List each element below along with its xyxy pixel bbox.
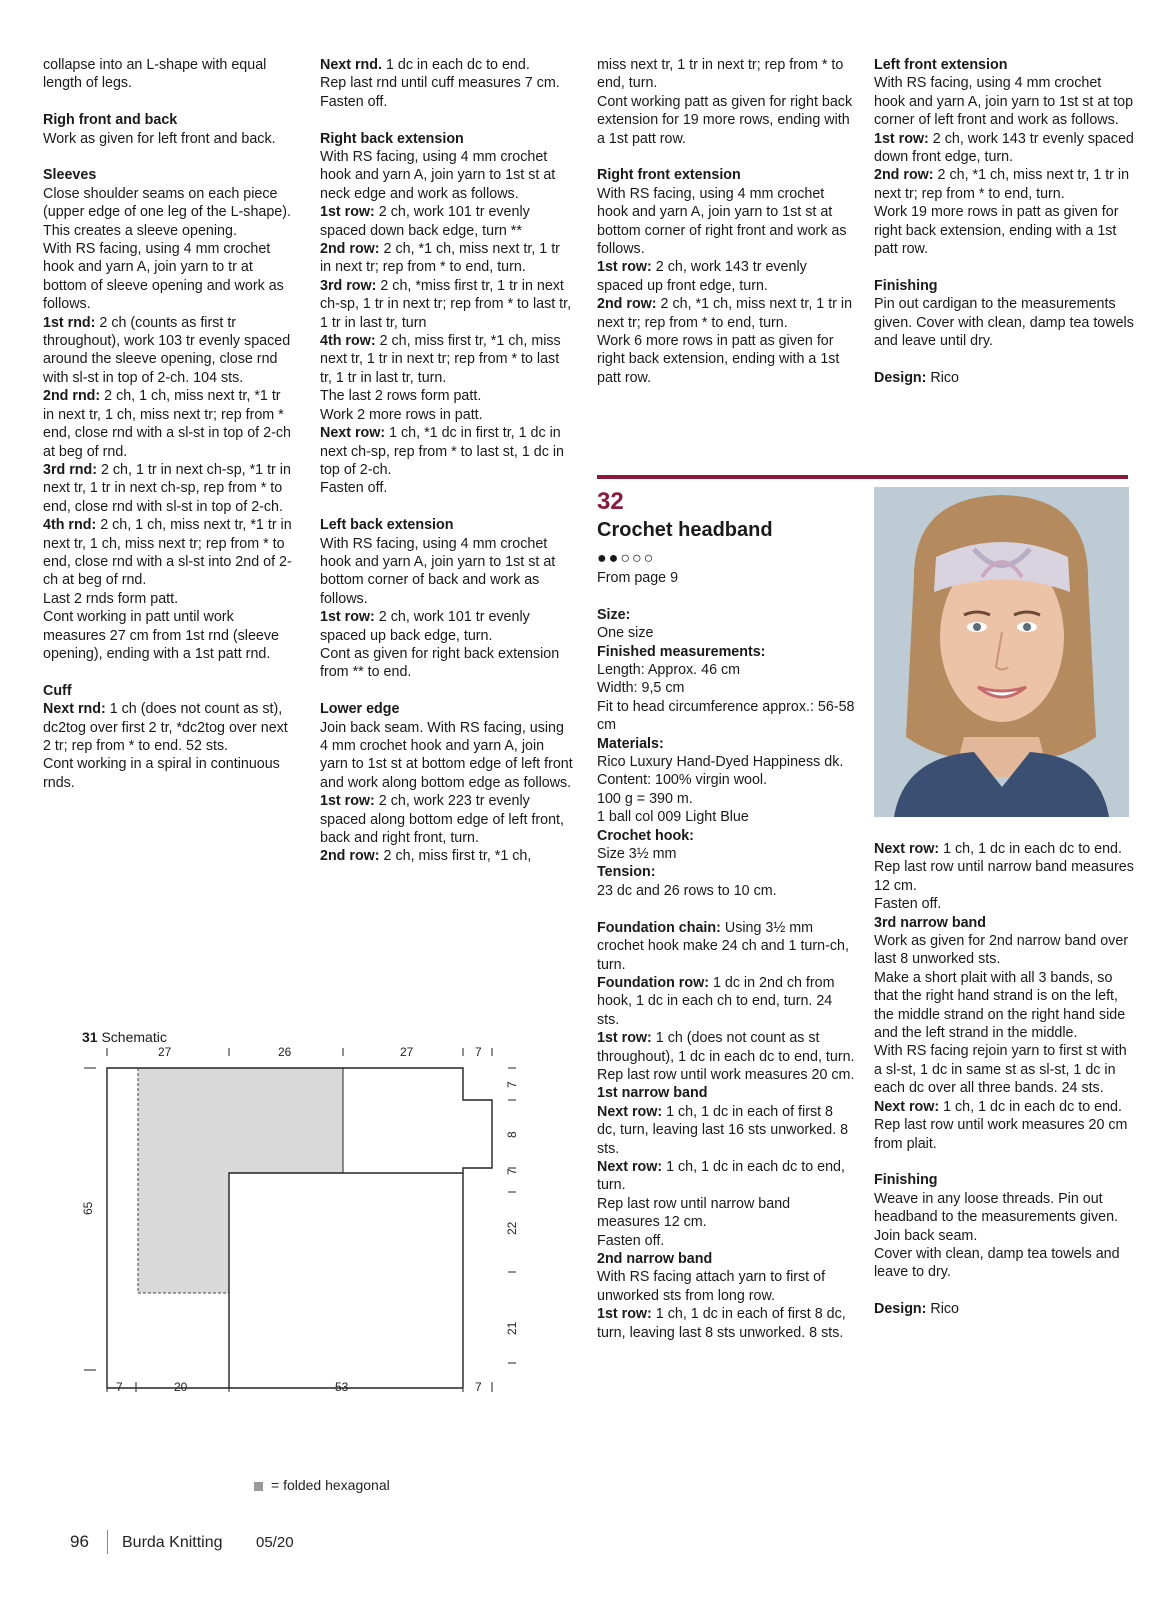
paragraph: With RS facing rejoin yarn to first st with a sl-st, 1 dc in same st as sl-st, 1 dc in each dc over all three bands. 24 sts. xyxy=(874,1043,1127,1097)
instruction: 1st row: 2 ch, work 143 tr evenly spaced up front edge, turn. xyxy=(597,259,807,294)
heading-left-front-extension: Left front extension xyxy=(874,57,1008,73)
column-3 xyxy=(597,56,855,387)
heading-finishing: Finishing xyxy=(874,1172,938,1189)
paragraph: Content: 100% virgin wool. xyxy=(597,772,768,789)
instruction: 3rd rnd: 2 ch, 1 tr in next ch-sp, *1 tr in next tr, 1 tr in next ch-sp, rep from * to end, close rnd with sl-st in top of 2-ch. xyxy=(43,461,291,515)
instruction: 4th row: 2 ch, miss first tr, *1 ch, miss next tr, 1 tr in next tr; rep from * to last tr, 1 tr in last tr, turn. xyxy=(320,333,561,386)
dim-right-21: 21 xyxy=(505,1321,519,1335)
paragraph: Fasten off. xyxy=(874,896,942,913)
schematic-legend: = folded hexagonal xyxy=(254,1477,390,1493)
paragraph: Cont working in patt until work measures 27 cm from 1st rnd (sleeve opening), ending with a 1st patt rnd. xyxy=(43,609,279,662)
paragraph: Work 6 more rows in patt as given for right back extension, ending with a 1st patt row. xyxy=(597,333,840,386)
pattern-number: 32 xyxy=(597,488,624,515)
heading-narrow-band-1: 1st narrow band xyxy=(597,1085,708,1102)
instruction: 2nd row: 2 ch, *1 ch, miss next tr, 1 tr in next tr; rep from * to end, turn. xyxy=(320,241,560,276)
paragraph: Fasten off. xyxy=(597,1232,665,1249)
instruction: Foundation chain: Using 3½ mm crochet hook make 24 ch and 1 turn-ch, turn. xyxy=(597,919,849,973)
paragraph: One size xyxy=(597,625,654,642)
paragraph: Work 2 more rows in patt. xyxy=(320,406,483,423)
heading-right-front-extension: Right front extension xyxy=(597,167,741,184)
heading-cuff: Cuff xyxy=(43,682,72,699)
instruction: Next row: 1 ch, 1 dc in each dc to end. xyxy=(874,1098,1122,1115)
heading-narrow-band-2: 2nd narrow band xyxy=(597,1251,713,1267)
difficulty-rating: ●●○○○ xyxy=(597,550,656,567)
section-divider xyxy=(597,475,1128,479)
dim-bot-20: 20 xyxy=(174,1380,188,1394)
paragraph: Rep last row until work measures 20 cm. xyxy=(597,1066,855,1083)
heading-finishing: Finishing xyxy=(874,277,938,294)
paragraph: Rep last row until work measures 20 cm from plait. xyxy=(874,1117,1128,1152)
paragraph: collapse into an L-shape with equal length of legs. xyxy=(43,57,267,92)
design-credit: Design: Rico xyxy=(874,369,960,386)
pattern-32-continued xyxy=(874,840,1136,1319)
paragraph: Join back seam. With RS facing, using 4 mm crochet hook and yarn A, join yarn to 1st st at bottom edge of left front and work along bottom edge as follows. xyxy=(320,719,573,791)
instruction: 3rd row: 2 ch, *miss first tr, 1 tr in next ch-sp, 1 tr in next tr; rep from * to last tr, 1 tr in last tr, turn xyxy=(320,277,572,331)
instruction: 2nd row: 2 ch, miss first tr, *1 ch, xyxy=(320,848,532,865)
paragraph: Width: 9,5 cm xyxy=(597,680,685,697)
instruction: 1st row: 1 ch (does not count as st throughout), 1 dc in each dc to end, turn. xyxy=(597,1030,855,1065)
paragraph: With RS facing, using 4 mm crochet hook and yarn A, join yarn to 1st st at neck edge and work as follows. xyxy=(320,149,556,202)
label: Size: xyxy=(597,606,631,623)
instruction: 1st row: 2 ch, work 101 tr evenly spaced up back edge, turn. xyxy=(320,609,530,644)
dim-right-22: 22 xyxy=(505,1221,519,1235)
paragraph: Length: Approx. 46 cm xyxy=(597,662,741,679)
instruction: Next row: 1 ch, 1 dc in each dc to end. xyxy=(874,841,1122,857)
heading-narrow-band-3: 3rd narrow band xyxy=(874,914,987,931)
dim-top-27a: 27 xyxy=(158,1045,172,1059)
paragraph: With RS facing, using 4 mm crochet hook and yarn A, join yarn to tr at bottom of sleeve opening and work as follows. xyxy=(43,241,284,313)
paragraph: Fasten off. xyxy=(320,93,388,110)
paragraph: 1 ball col 009 Light Blue xyxy=(597,809,749,826)
paragraph: The last 2 rows form patt. xyxy=(320,388,482,405)
paragraph: Make a short plait with all 3 bands, so that the right hand strand is on the left, the middle strand on the right hand side and the left strand in the middle. xyxy=(874,969,1126,1042)
instruction: 1st row: 1 ch, 1 dc in each of first 8 dc, turn, leaving last 8 sts unworked. 8 sts. xyxy=(597,1306,846,1341)
design-credit: Design: Rico xyxy=(874,1301,960,1318)
heading-lower-edge: Lower edge xyxy=(320,701,400,718)
instruction: 1st row: 2 ch, work 101 tr evenly spaced down back edge, turn ** xyxy=(320,204,530,239)
from-page: From page 9 xyxy=(597,570,679,586)
instruction: Next row: 1 ch, 1 dc in each dc to end, turn. xyxy=(597,1158,845,1194)
column-2 xyxy=(320,56,575,866)
paragraph: Rico Luxury Hand-Dyed Happiness dk. xyxy=(597,754,844,771)
instruction: 2nd row: 2 ch, *1 ch, miss next tr, 1 tr in next tr; rep from * to end, turn. xyxy=(874,167,1130,202)
paragraph: Rep last row until narrow band measures 12 cm. xyxy=(874,859,1134,894)
footer-divider xyxy=(107,1530,108,1554)
instruction: 1st rnd: 2 ch (counts as first tr throughout), work 103 tr evenly spaced around the sleeve opening, close rnd with sl-st in top of 2-ch. 104 sts. xyxy=(43,314,291,386)
instruction: Next row: 1 ch, 1 dc in each of first 8 dc, turn, leaving last 16 sts unworked. 8 sts. xyxy=(597,1103,849,1157)
paragraph: Cont working patt as given for right back extension for 19 more rows, ending with a 1st patt row. xyxy=(597,93,853,147)
instruction: Next rnd. 1 dc in each dc to end. xyxy=(320,57,530,73)
instruction: 2nd row: 2 ch, *1 ch, miss next tr, 1 tr in next tr; rep from * to end, turn. xyxy=(597,296,853,331)
magazine-issue: 05/20 xyxy=(256,1534,294,1551)
pattern-title: Crochet headband xyxy=(597,519,773,541)
paragraph: 100 g = 390 m. xyxy=(597,790,693,807)
instruction: Foundation row: 1 dc in 2nd ch from hook, 1 dc in each ch to end, turn. 24 sts. xyxy=(597,974,835,1028)
headband-photo xyxy=(874,487,1129,817)
paragraph: 23 dc and 26 rows to 10 cm. xyxy=(597,882,777,899)
instruction: Next row: 1 ch, *1 dc in first tr, 1 dc in next ch-sp, rep from * to last st, 1 dc in top of 2-ch. xyxy=(320,425,564,478)
dim-right-7b: 7 xyxy=(505,1168,519,1175)
heading-right-front-back: Righ front and back xyxy=(43,112,178,129)
heading-sleeves: Sleeves xyxy=(43,167,97,184)
headband-photo-illustration xyxy=(874,487,1129,817)
dim-right-8: 8 xyxy=(505,1131,519,1138)
schematic-diagram xyxy=(70,1040,540,1420)
paragraph: Fit to head circumference approx.: 56-58 cm xyxy=(597,698,855,734)
paragraph: With RS facing, using 4 mm crochet hook and yarn A, join yarn to 1st st at bottom corner of back and work as follows. xyxy=(320,535,556,607)
column-1 xyxy=(43,56,293,792)
dim-bot-53: 53 xyxy=(335,1380,349,1394)
instruction: Next rnd: 1 ch (does not count as st), dc2tog over first 2 tr, *dc2tog over next 2 tr; rep from * to end. 52 sts. xyxy=(43,701,288,754)
heading-right-back-extension: Right back extension xyxy=(320,130,464,147)
paragraph: Pin out cardigan to the measurements given. Cover with clean, damp tea towels and leave until dry. xyxy=(874,296,1134,350)
instruction: 2nd rnd: 2 ch, 1 ch, miss next tr, *1 tr in next tr, 1 ch, miss next tr; rep from * end, close rnd with a sl-st in top of 2-ch at beg of rnd. xyxy=(43,388,291,460)
heading-left-back-extension: Left back extension xyxy=(320,517,454,534)
dim-right-7a: 7 xyxy=(505,1081,519,1088)
pattern-32-body xyxy=(597,569,855,1342)
legend-swatch xyxy=(254,1482,263,1491)
paragraph: Cont working in a spiral in continuous rnds. xyxy=(43,756,280,791)
paragraph: Cover with clean, damp tea towels and leave to dry. xyxy=(874,1245,1120,1281)
dim-bot-7b: 7 xyxy=(475,1380,482,1394)
paragraph: Last 2 rnds form patt. xyxy=(43,590,179,607)
magazine-name: Burda Knitting xyxy=(122,1534,223,1551)
dim-top-26: 26 xyxy=(278,1045,292,1059)
paragraph: Size 3½ mm xyxy=(597,846,677,863)
schematic-title: 31 Schematic xyxy=(82,1029,167,1045)
paragraph: With RS facing, using 4 mm crochet hook and yarn A, join yarn to 1st st at bottom corner of right front and work as follows. xyxy=(597,185,847,258)
label: Materials: xyxy=(597,735,664,752)
paragraph: With RS facing, using 4 mm crochet hook and yarn A, join yarn to 1st st at top corner of left front and work as follows. xyxy=(874,75,1134,129)
paragraph: Fasten off. xyxy=(320,480,388,497)
paragraph: Weave in any loose threads. Pin out headband to the measurements given. Join back seam. xyxy=(874,1190,1119,1244)
paragraph: With RS facing attach yarn to first of unworked sts from long row. xyxy=(597,1269,826,1304)
label: Crochet hook: xyxy=(597,827,694,844)
paragraph: Rep last row until narrow band measures 12 cm. xyxy=(597,1195,791,1231)
dim-top-27b: 27 xyxy=(400,1045,414,1059)
instruction: 1st row: 2 ch, work 143 tr evenly spaced down front edge, turn. xyxy=(874,130,1134,166)
dim-left-65: 65 xyxy=(81,1201,95,1215)
paragraph: Rep last rnd until cuff measures 7 cm. xyxy=(320,75,560,92)
instruction: 4th rnd: 2 ch, 1 ch, miss next tr, *1 tr in next tr, 1 ch, miss next tr; rep from * to end, close rnd with a sl-st into 2nd of 2-ch at beg of rnd. xyxy=(43,517,292,589)
paragraph: Cont as given for right back extension from ** to end. xyxy=(320,645,560,681)
paragraph: Work 19 more rows in patt as given for right back extension, ending with a 1st patt row. xyxy=(874,204,1119,258)
page-number: 96 xyxy=(70,1532,89,1551)
column-4 xyxy=(874,56,1136,387)
instruction: 1st row: 2 ch, work 223 tr evenly spaced along bottom edge of left front, back and right front, turn. xyxy=(320,793,565,847)
paragraph: Close shoulder seams on each piece (upper edge of one leg of the L-shape). This creates a sleeve opening. xyxy=(43,185,291,239)
label: Finished measurements: xyxy=(597,643,766,660)
paragraph: Work as given for 2nd narrow band over last 8 unworked sts. xyxy=(874,933,1129,968)
label: Tension: xyxy=(597,864,656,881)
paragraph: Work as given for left front and back. xyxy=(43,130,276,147)
dim-top-7: 7 xyxy=(475,1045,482,1059)
paragraph: miss next tr, 1 tr in next tr; rep from * to end, turn. xyxy=(597,57,844,92)
dim-bot-7a: 7 xyxy=(116,1380,123,1394)
